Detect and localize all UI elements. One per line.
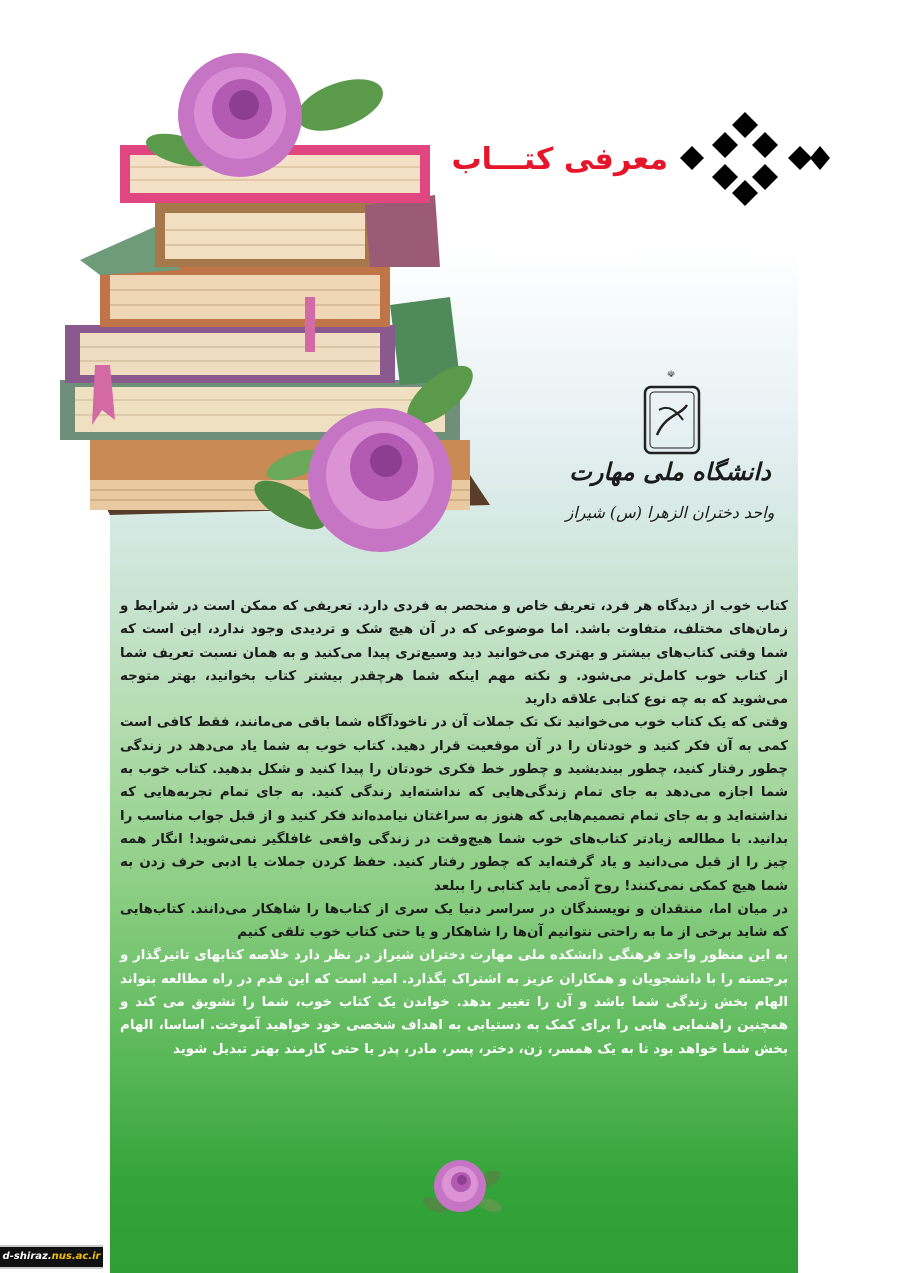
paragraph: به این منظور واحد فرهنگی دانشکده ملی مهارت دختران شیراز در نظر دارد خلاصه کتابهای تاثیرگذار و برجسته را با دانشجویان و همکاران عزیز به اشتراک بگذارد. امید است که این قدم در راه مطالعه بتواند الهام بخش زندگی شما باشد و آن را تغییر بدهد. خواندن یک کتاب خوب، شما را تشویق می کند و همچنین راهنمایی هایی را برای کمک به دستیابی به اهداف شخصی خود خواهید آموخت. اساسا، الهام بخش شما خواهد بود تا به یک همسر، زن، دختر، پسر، مادر، پدر یا حتی کارمند بهتر تبدیل شوید <box>120 948 788 1057</box>
section-heading <box>452 112 830 207</box>
university-name: دانشگاه ملی مهارت <box>569 457 771 486</box>
diamond-cluster-icon <box>680 112 830 207</box>
svg-text:☫: ☫ <box>666 370 676 380</box>
website-badge[interactable] <box>0 1245 103 1269</box>
book-stack-illustration <box>50 35 520 580</box>
paragraph: در میان اما، منتقدان و نویسندگان در سراسر دنیا یک سری از کتاب‌ها را شاهکار می‌دانند. کتاب‌هایی که شاید برخی از ما به راحتی نتوانیم آن‌ها را شاهکار و یا حتی کتاب خوب تلقی کنیم <box>120 901 788 941</box>
university-logo <box>555 365 785 540</box>
website-domain-suffix: nus.ac.ir <box>51 1251 101 1262</box>
university-seal-icon <box>555 365 785 460</box>
website-domain-prefix: d-shiraz. <box>2 1251 52 1262</box>
article-body <box>120 595 788 1061</box>
book-brown <box>155 195 440 267</box>
paragraph: کتاب خوب از دیدگاه هر فرد، تعریف خاص و منحصر به فردی دارد. تعریفی که ممکن است در شرایط و زمان‌های مختلف، متفاوت باشد. اما موضوعی که در آن هیچ شک و تردیدی وجود ندارد، این است که شما وقتی کتاب‌های بیشتر و بهتری می‌خوانید دید وسیع‌تری پیدا می‌کنید و به همان نسبت تعریف شما از کتاب خوب کامل‌تر می‌شود. و نکته مهم اینکه شما هرچقدر بیشتر کتاب بخوانید، بهتر متوجه می‌شوید که به چه نوع کتابی علاقه دارید <box>120 599 788 708</box>
page-title: معرفی کتـــاب <box>451 142 668 177</box>
rose-icon <box>420 1150 502 1222</box>
paragraph: وقتی که یک کتاب خوب می‌خوانید تک تک جملات آن در ناخودآگاه شما باقی می‌مانند، فقط کافی است کمی به آن فکر کنید و خودتان را در آن موقعیت قرار دهید. کتاب خوب به شما یاد می‌دهد در زندگی چطور رفتار کنید، چطور بیندیشید و چطور خط فکری خودتان را پیدا کنید و شکل بدهید. کتاب خوب به شما اجازه می‌دهد به جای تمام زندگی‌هایی که نداشته‌اید زندگی کنید. به جای تمام تجربه‌هایی که نداشته‌اید و به جای تمام تصمیم‌هایی که هنوز به سراغتان نیامده‌اند فکر کنید و از قبل جواب مناسب را بدانید. با مطالعه زیادتر کتاب‌های خوب شما هیچ‌وقت در زندگی واقعی غافلگیر نمی‌شوید! انگار همه چیز را از قبل می‌دانید و یاد گرفته‌اید که چطور رفتار کنید. حفظ کردن جملات یا ادبی حرف زدن به شما هیچ کمکی نمی‌کنند! روح آدمی باید کتابی را ببلعد <box>120 715 788 894</box>
university-unit: واحد دختران الزهرا (س) شیراز <box>565 503 775 522</box>
